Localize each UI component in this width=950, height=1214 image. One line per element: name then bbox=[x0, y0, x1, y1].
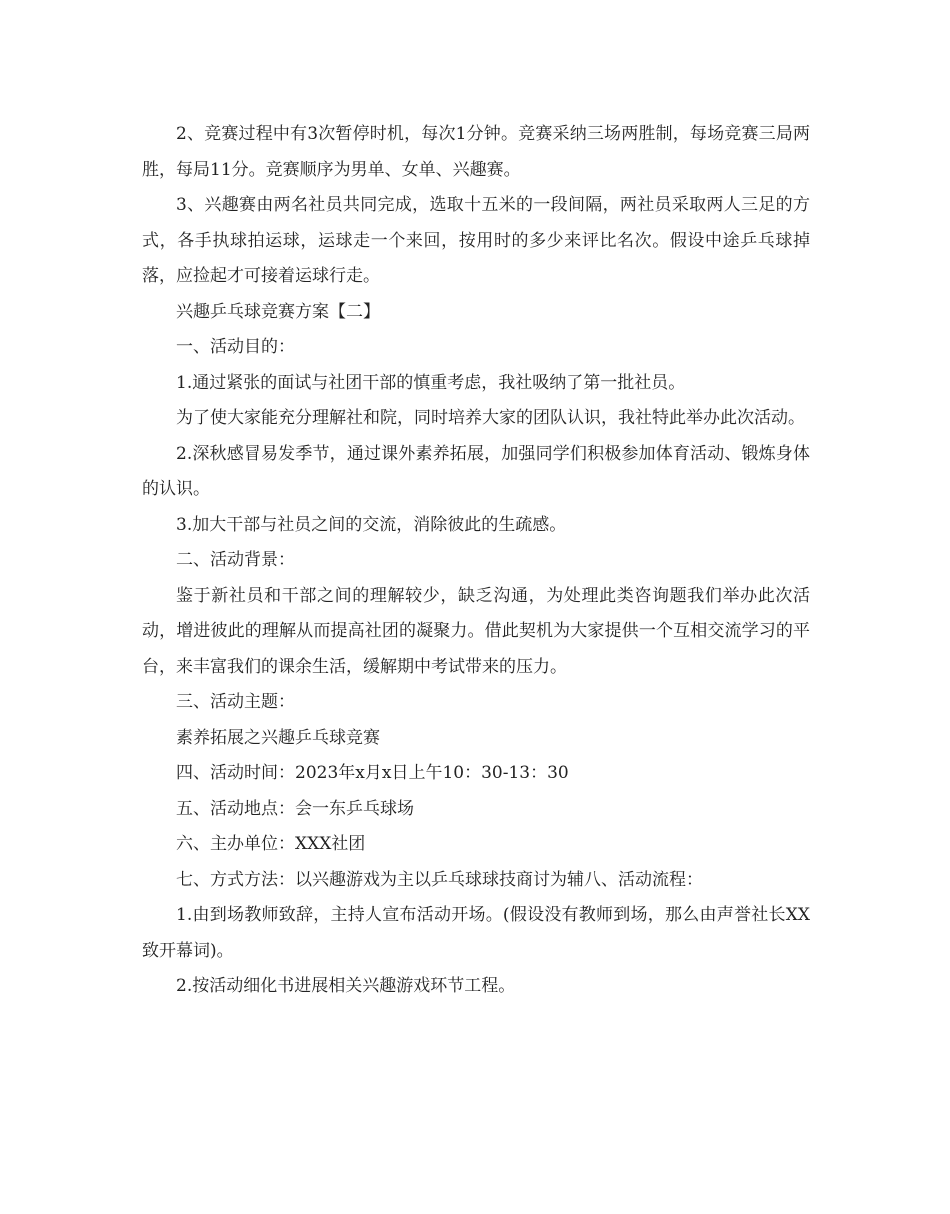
paragraph-competition-rules: 2、竞赛过程中有3次暂停时机，每次1分钟。竞赛采纳三场两胜制，每场竞赛三局两胜，每局11分。竞赛顺序为男单、女单、兴趣赛。 bbox=[142, 124, 810, 180]
paragraph-purpose-1-detail: 为了使大家能充分理解社和院，同时培养大家的团队认识，我社特此举办此次活动。 bbox=[176, 408, 805, 428]
paragraph-purpose-1: 1.通过紧张的面试与社团干部的慎重考虑，我社吸纳了第一批社员。 bbox=[176, 372, 686, 393]
paragraph-process-step-1: 1.由到场教师致辞，主持人宣布活动开场。(假设没有教师到场，那么由声誉社长XX致开幕词)。 bbox=[142, 905, 810, 961]
section-title-plan-two: 兴趣乒乓球竞赛方案【二】 bbox=[176, 301, 380, 322]
heading-activity-background: 二、活动背景： bbox=[176, 550, 295, 570]
paragraph-background: 鉴于新社员和干部之间的理解较少，缺乏沟通，为处理此类咨询题我们举办此次活动，增进彼此的理解从而提高社团的凝聚力。借此契机为大家提供一个互相交流学习的平台，来丰富我们的课余生活，缓解期中考试带来的压力。 bbox=[142, 585, 810, 677]
paragraph-activity-time: 四、活动时间：2023年x月x日上午10：30-13：30 bbox=[176, 763, 569, 783]
paragraph-purpose-2: 2.深秋感冒易发季节，通过课外素养拓展，加强同学们积极参加体育活动、锻炼身体的认识。 bbox=[142, 443, 810, 499]
document-body bbox=[142, 117, 810, 1005]
heading-activity-purpose: 一、活动目的： bbox=[176, 337, 295, 357]
paragraph-purpose-3: 3.加大干部与社员之间的交流，消除彼此的生疏感。 bbox=[176, 514, 567, 535]
paragraph-process-step-2: 2.按活动细化书进展相关兴趣游戏环节工程。 bbox=[176, 976, 516, 996]
paragraph-theme: 素养拓展之兴趣乒乓球竞赛 bbox=[176, 727, 380, 748]
paragraph-organizer: 六、主办单位：XXX社团 bbox=[176, 834, 366, 854]
paragraph-method-and-process: 七、方式方法：以兴趣游戏为主以乒乓球球技商讨为辅八、活动流程： bbox=[176, 869, 703, 890]
paragraph-fun-race-rules: 3、兴趣赛由两名社员共同完成，选取十五米的一段间隔，两社员采取两人三足的方式，各手执球拍运球，运球走一个来回，按用时的多少来评比名次。假设中途乒乓球掉落，应捡起才可接着运球行走。 bbox=[142, 195, 810, 286]
paragraph-activity-location: 五、活动地点：会一东乒乓球场 bbox=[176, 798, 414, 819]
heading-activity-theme: 三、活动主题： bbox=[176, 692, 295, 712]
